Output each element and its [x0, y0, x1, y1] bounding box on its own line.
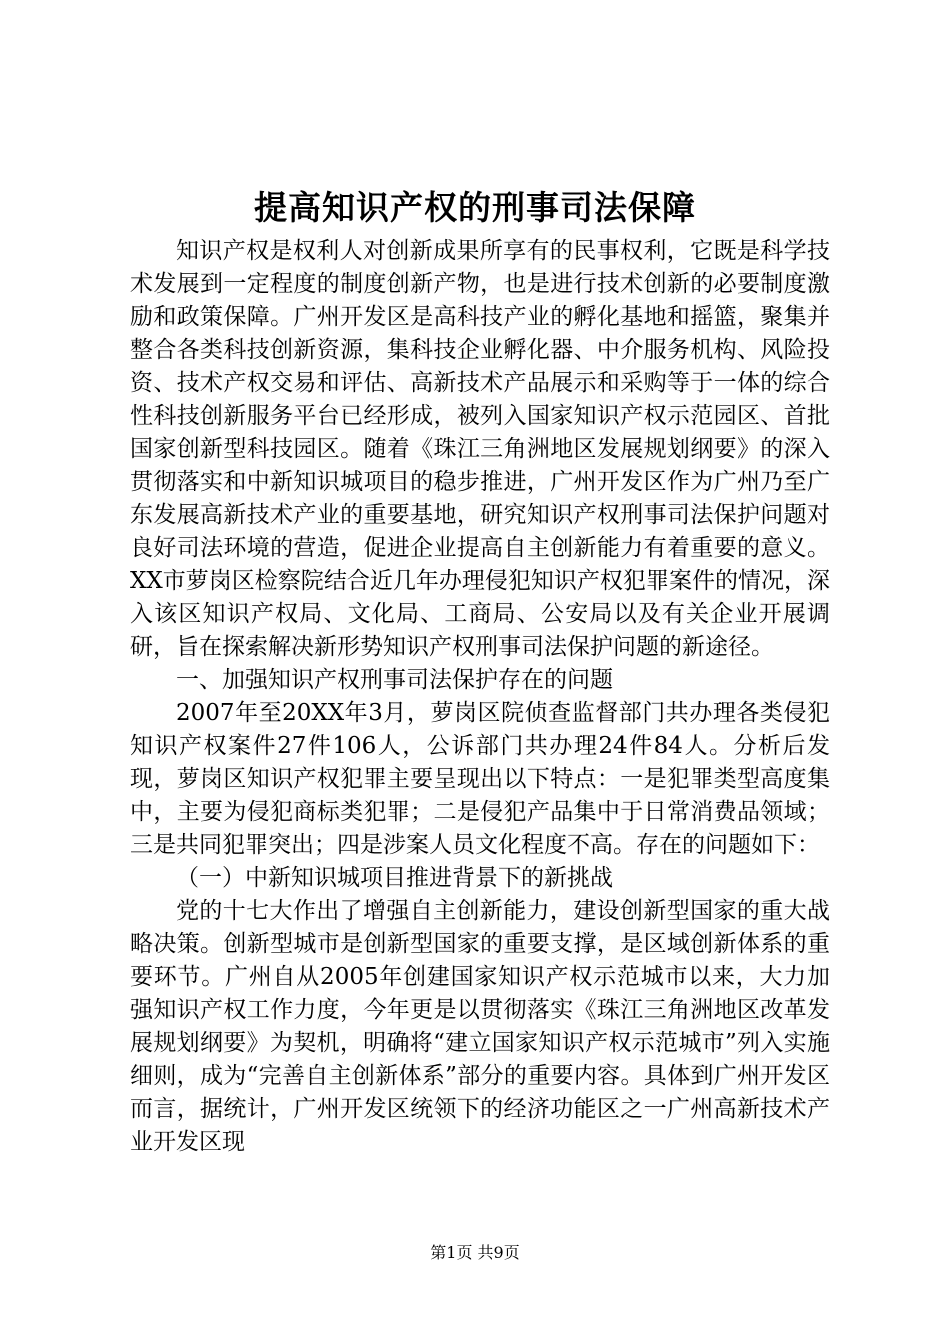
document-body — [130, 235, 830, 1159]
page-footer: 第1页 共9页 — [430, 1243, 520, 1262]
subsection-heading-1: （一）中新知识城项目推进背景下的新挑战 — [176, 865, 613, 891]
statistics-paragraph: 2007年至20XX年3月，萝岗区院侦查监督部门共办理各类侵犯知识产权案件27件106人，公诉部门共办理24件84人。分析后发现，萝岗区知识产权犯罪主要呈现出以下特点：一是犯罪类型高度集中，主要为侵犯商标类犯罪；二是侵犯产品集中于日常消费品领域；三是共同犯罪突出；四是涉案人员文化程度不高。存在的问题如下： — [130, 700, 830, 858]
section-heading-1: 一、加强知识产权刑事司法保护存在的问题 — [176, 667, 613, 693]
challenge-paragraph: 党的十七大作出了增强自主创新能力，建设创新型国家的重大战略决策。创新型城市是创新型国家的重要支撑，是区域创新体系的重要环节。广州自从2005年创建国家知识产权示范城市以来，大力加强知识产权工作力度，今年更是以贯彻落实《珠江三角洲地区改革发展规划纲要》为契机，明确将“建立国家知识产权示范城市”列入实施细则，成为“完善自主创新体系”部分的重要内容。具体到广州开发区而言，据统计，广州开发区统领下的经济功能区之一广州高新技术产业开发区现 — [130, 898, 830, 1155]
document-title: 提高知识产权的刑事司法保障 — [254, 188, 696, 227]
intro-paragraph: 知识产权是权利人对创新成果所享有的民事权利，它既是科学技术发展到一定程度的制度创新产物，也是进行技术创新的必要制度激励和政策保障。广州开发区是高科技产业的孵化基地和摇篮，聚集并整合各类科技创新资源，集科技企业孵化器、中介服务机构、风险投资、技术产权交易和评估、高新技术产品展示和采购等于一体的综合性科技创新服务平台已经形成，被列入国家知识产权示范园区、首批国家创新型科技园区。随着《珠江三角洲地区发展规划纲要》的深入贯彻落实和中新知识城项目的稳步推进，广州开发区作为广州乃至广东发展高新技术产业的重要基地，研究知识产权刑事司法保护问题对良好司法环境的营造，促进企业提高自主创新能力有着重要的意义。XX市萝岗区检察院结合近几年办理侵犯知识产权犯罪案件的情况，深入该区知识产权局、文化局、工商局、公安局以及有关企业开展调研，旨在探索解决新形势知识产权刑事司法保护问题的新途径。 — [130, 238, 830, 660]
